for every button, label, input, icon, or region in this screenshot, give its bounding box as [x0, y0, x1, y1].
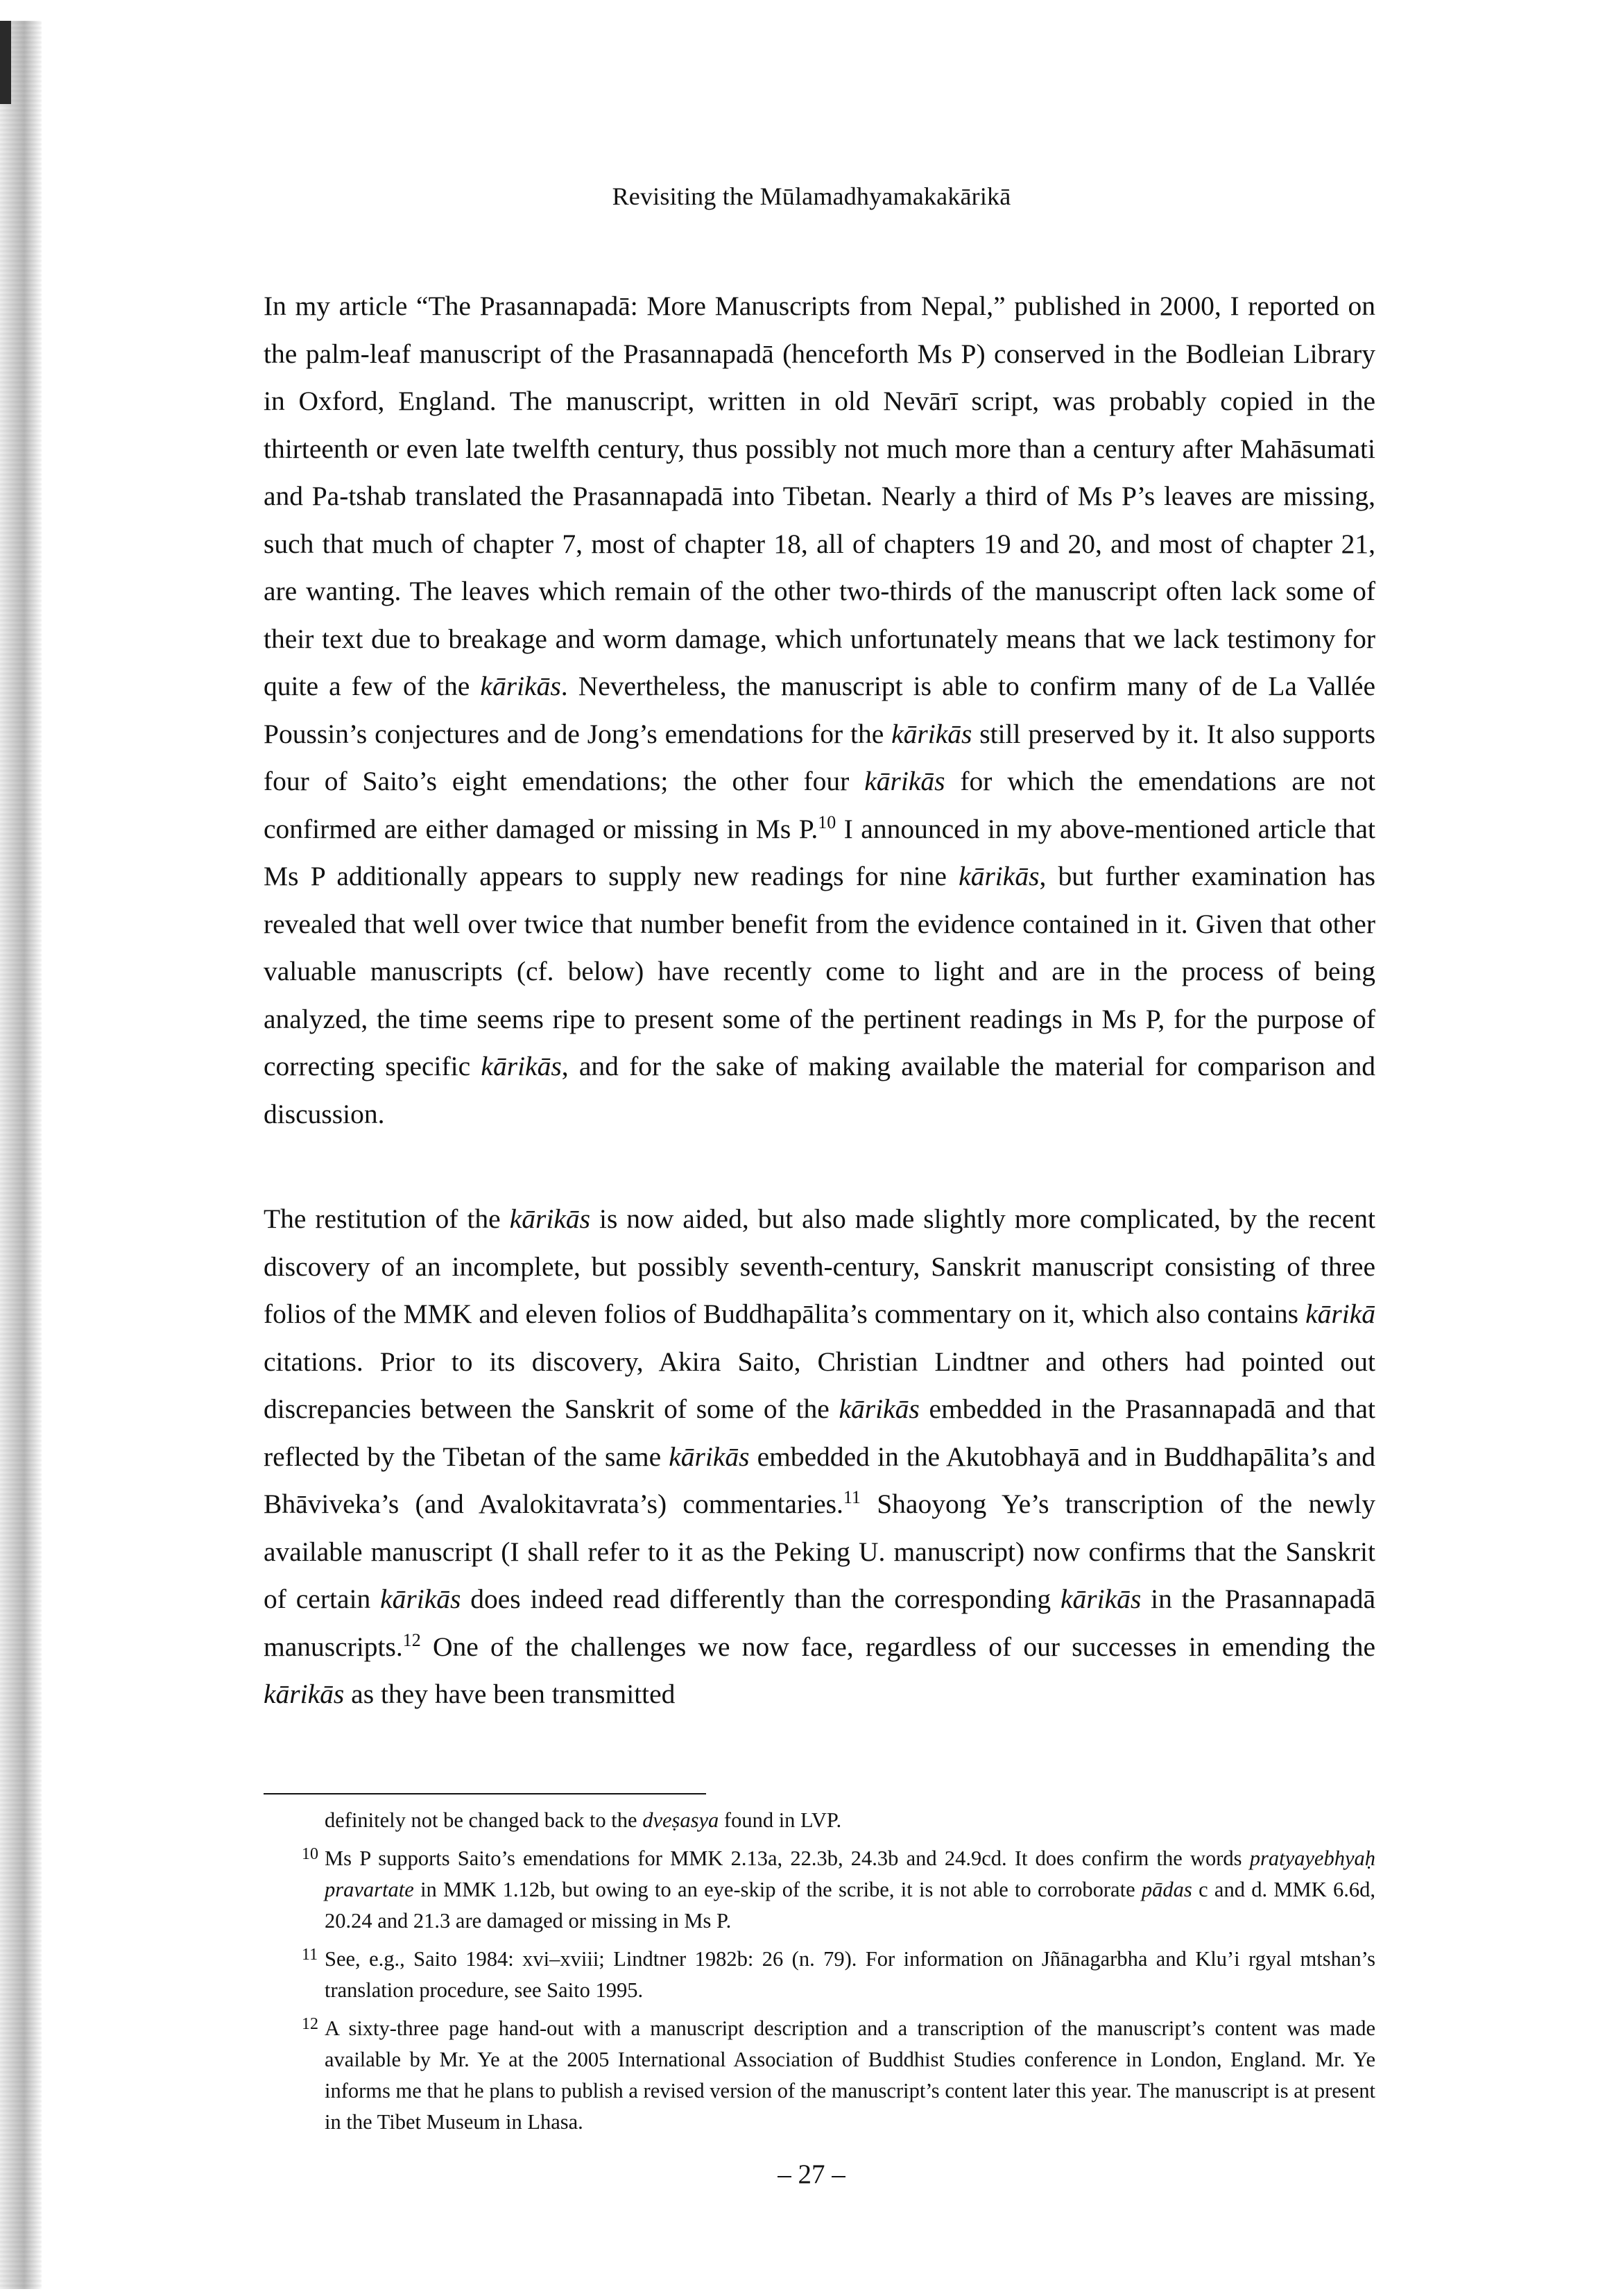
footnote-10: 10 Ms P supports Saito’s emendations for MMK 2.13a, 22.3b, 24.3b and 24.9cd. It does confirm the words pratyayebhyaḥ pravartate in MMK 1.12b, but owing to an eye-skip of the scribe, it is not able to corroborate pādas c and d. MMK 6.6d, 20.24 and 21.3 are damaged or missing in Ms P.: [264, 1843, 1375, 1937]
footnote-ref-11[interactable]: 11: [843, 1487, 861, 1507]
footnote-number: 10: [302, 1845, 318, 1863]
page-number: – 27 –: [778, 2159, 845, 2189]
footnotes: [264, 1805, 1375, 2145]
scan-margin-shadow: [0, 21, 42, 2289]
footnote-11: 11 See, e.g., Saito 1984: xvi–xviii; Lindtner 1982b: 26 (n. 79). For information on Jñānagarbha and Klu’i rgyal mtshan’s translation procedure, see Saito 1995.: [264, 1944, 1375, 2006]
footnote-number: 12: [302, 2015, 318, 2033]
footnote-ref-10[interactable]: 10: [818, 812, 836, 832]
body-paragraph-1: In my article “The Prasannapadā: More Manuscripts from Nepal,” published in 2000, I reported on the palm-leaf manuscript of the Prasannapadā (henceforth Ms P) conserved in the Bodleian Library in Oxford, England. The manuscript, written in old Nevārī script, was probably copied in the thirteenth or even late twelfth century, thus possibly not much more than a century after Mahāsumati and Pa-tshab translated the Prasannapadā into Tibetan. Nearly a third of Ms P’s leaves are missing, such that much of chapter 7, most of chapter 18, all of chapters 19 and 20, and most of chapter 21, are wanting. The leaves which remain of the other two-thirds of the manuscript often lack some of their text due to breakage and worm damage, which unfortunately means that we lack testimony for quite a few of the kārikās. Nevertheless, the manuscript is able to confirm many of de La Vallée Poussin’s conjectures and de Jong’s emendations for the kārikās still preserved by it. It also supports four of Saito’s eight emendations; the other four kārikās for which the emendations are not confirmed are either damaged or missing in Ms P.$^{10}$ I announced in my above-mentioned article that Ms P additionally appears to supply new readings for nine kārikās, but further examination has revealed that well over twice that number benefit from the evidence contained in it. Given that other valuable manuscripts (cf. below) have recently come to light and are in the process of being analyzed, the time seems ripe to present some of the pertinent readings in Ms P, for the purpose of correcting specific kārikās, and for the sake of making available the material for comparison and discussion.: [264, 291, 1376, 1129]
footnote-number: 11: [302, 1946, 318, 1964]
scan-binding-mark: [0, 21, 11, 104]
footnote-12: 12 A sixty-three page hand-out with a manuscript description and a transcription of the manuscript’s content was made available by Mr. Ye at the 2005 International Association of Buddhist Studies conference in London, England. Mr. Ye informs me that he plans to publish a revised version of the manuscript’s content later this year. The manuscript is at present in the Tibet Museum in Lhasa.: [264, 2013, 1375, 2138]
footnote-continued: definitely not be changed back to the dveṣasya found in LVP.: [325, 1808, 842, 1832]
body-paragraph-2: The restitution of the kārikās is now aided, but also made slightly more complicated, by the recent discovery of an incomplete, but possibly seventh-century, Sanskrit manuscript consisting of three folios of the MMK and eleven folios of Buddhapālita’s commentary on it, which also contains kārikā citations. Prior to its discovery, Akira Saito, Christian Lindtner and others had pointed out discrepancies between the Sanskrit of some of the kārikās embedded in the Prasannapadā and that reflected by the Tibetan of the same kārikās embedded in the Akutobhayā and in Buddhapālita’s and Bhāviveka’s (and Avalokitavrata’s) commentaries.$^{11}$ Shaoyong Ye’s transcription of the newly available manuscript (I shall refer to it as the Peking U. manuscript) now confirms that the Sanskrit of certain kārikās does indeed read differently than the corresponding kārikās in the Prasannapadā manuscripts.$^{12}$ One of the challenges we now face, regardless of our successes in emending the kārikās as they have been transmitted: [264, 1203, 1376, 1709]
running-head: Revisiting the Mūlamadhyamakakārikā: [612, 182, 1011, 210]
footnote-ref-12[interactable]: 12: [402, 1629, 421, 1650]
footnote-separator: [264, 1793, 706, 1794]
